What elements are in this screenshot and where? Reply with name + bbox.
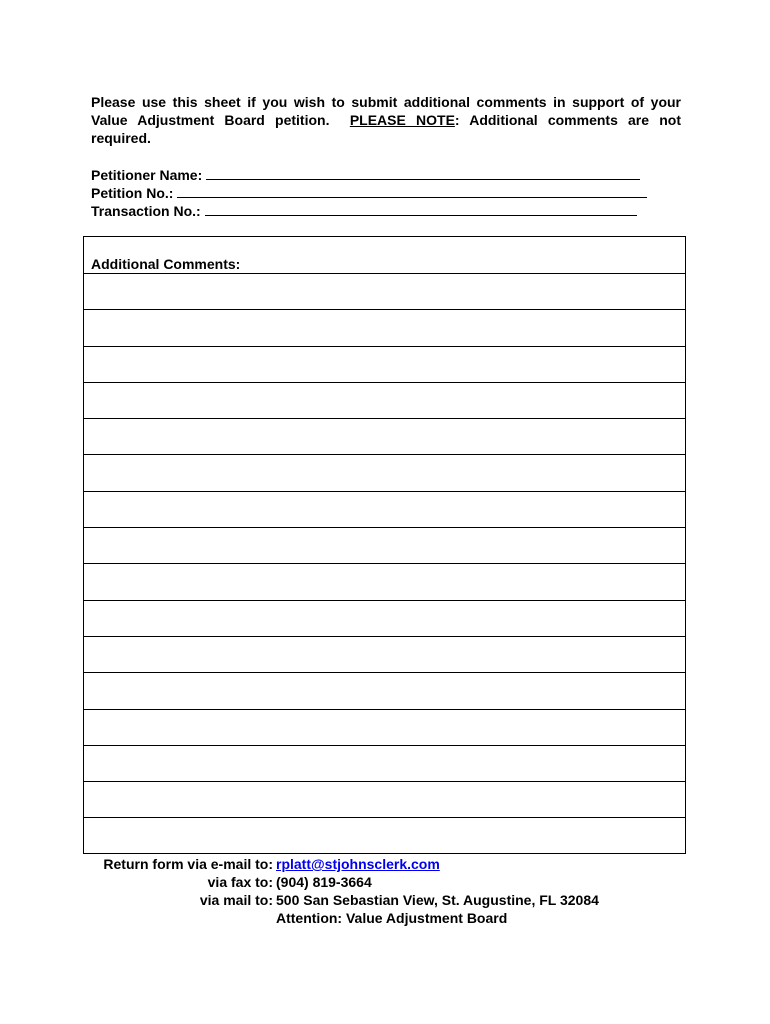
- comment-line[interactable]: [84, 746, 685, 782]
- comment-line[interactable]: [84, 673, 685, 709]
- petitioner-name-label: Petitioner Name:: [91, 167, 203, 183]
- petitioner-name-row: [91, 166, 691, 184]
- comment-line[interactable]: [84, 347, 685, 383]
- comment-line[interactable]: [84, 455, 685, 491]
- instructions-paragraph: [91, 93, 681, 147]
- comment-line[interactable]: [84, 528, 685, 564]
- petition-no-field[interactable]: [177, 184, 647, 198]
- additional-comments-title: Additional Comments:: [91, 256, 241, 272]
- email-link[interactable]: rplatt@stjohnsclerk.com: [276, 856, 440, 872]
- mail-address: 500 San Sebastian View, St. Augustine, FL 32084: [276, 892, 599, 908]
- transaction-no-label: Transaction No.:: [91, 203, 201, 219]
- comment-line[interactable]: [84, 564, 685, 600]
- comment-line[interactable]: [84, 419, 685, 455]
- comment-line[interactable]: [84, 782, 685, 818]
- comment-line[interactable]: [84, 383, 685, 419]
- comment-line[interactable]: [84, 637, 685, 673]
- comment-line[interactable]: [84, 710, 685, 746]
- instructions-text: Please use this sheet if you wish to submit additional comments in support of your Value Adjustment Board petition.: [91, 94, 681, 128]
- please-note-label: PLEASE NOTE: [349, 112, 455, 128]
- fax-label: via fax to:: [207, 874, 273, 890]
- mail-attention: Attention: Value Adjustment Board: [276, 910, 508, 926]
- instructions-note-text: : Additional comments are not required.: [91, 112, 681, 146]
- petition-no-label: Petition No.:: [91, 185, 174, 201]
- additional-comments-header: [84, 237, 685, 274]
- email-label: Return form via e-mail to:: [103, 856, 273, 872]
- comment-line[interactable]: [84, 601, 685, 637]
- petition-no-row: [91, 184, 691, 202]
- comment-line[interactable]: [84, 274, 685, 310]
- comment-line[interactable]: [84, 492, 685, 528]
- comment-lines: [84, 274, 685, 855]
- comment-line[interactable]: [84, 310, 685, 346]
- additional-comments-box: [83, 236, 686, 854]
- transaction-no-field[interactable]: [205, 202, 637, 216]
- fax-number: (904) 819-3664: [276, 874, 372, 890]
- comment-line[interactable]: [84, 818, 685, 854]
- mail-label: via mail to:: [199, 892, 273, 908]
- transaction-no-row: [91, 202, 691, 220]
- petitioner-name-field[interactable]: [206, 166, 640, 180]
- petition-fields: [91, 166, 691, 220]
